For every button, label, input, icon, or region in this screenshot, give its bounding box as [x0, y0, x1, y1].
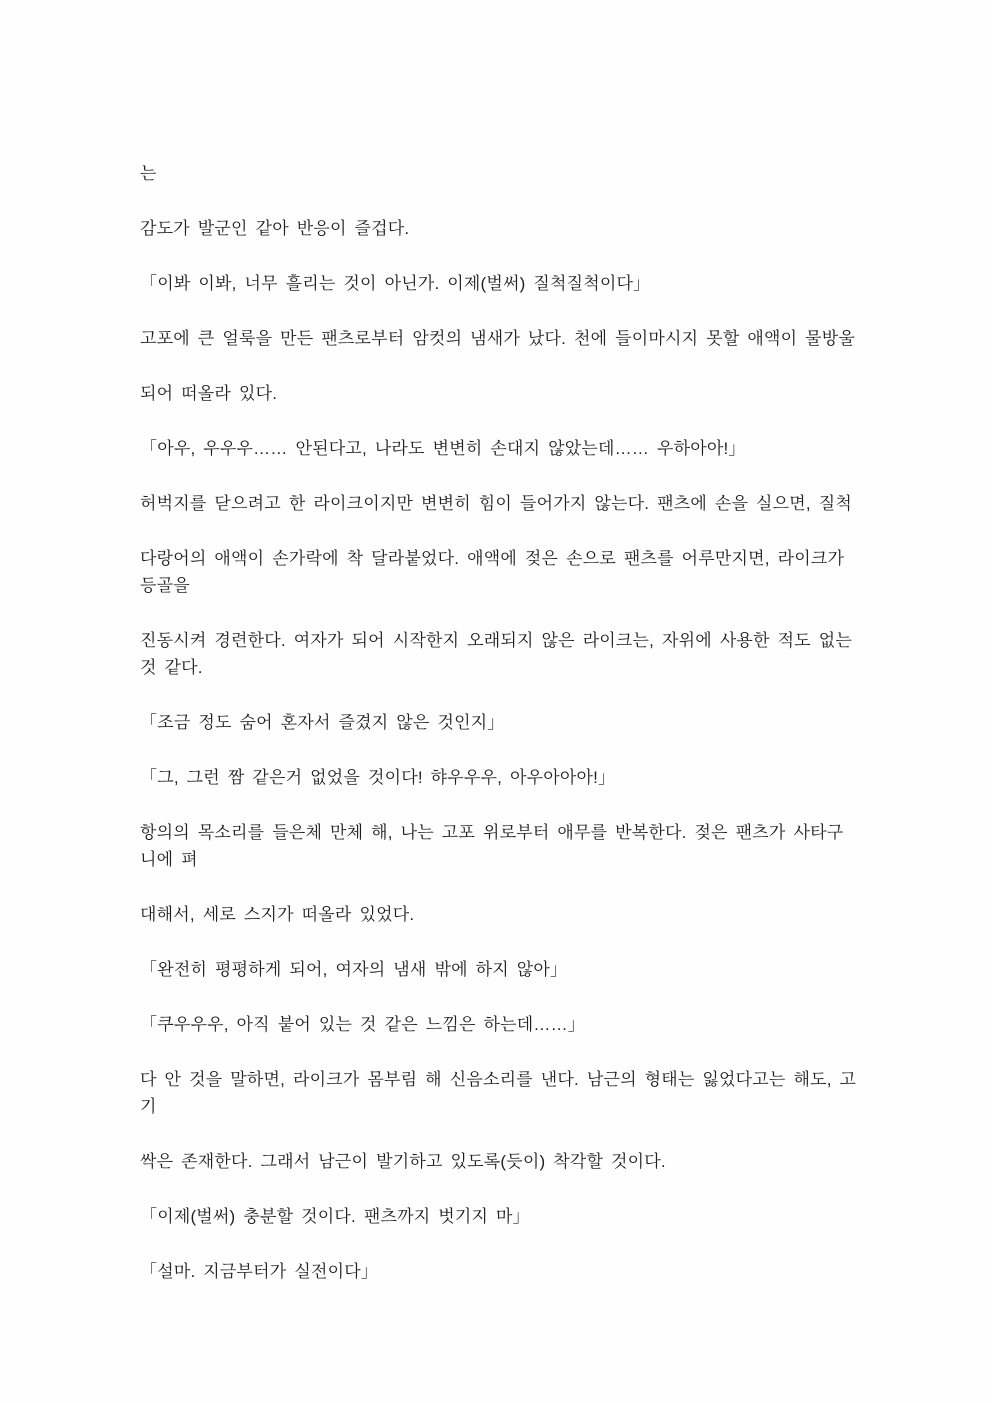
paragraph [140, 270, 868, 297]
paragraph [140, 435, 868, 462]
paragraph [140, 325, 868, 352]
text-line: 대해서, 세로 스지가 떠올라 있었다. [140, 905, 415, 924]
text-line: 허벅지를 닫으려고 한 라이크이지만 변변히 힘이 들어가지 않는다. 팬츠에 손을 실으면, 질척 [140, 494, 853, 513]
paragraph [140, 490, 868, 517]
text-line: 싹은 존재한다. 그래서 남근이 발기하고 있도록(듯이) 착각할 것이다. [140, 1152, 666, 1171]
text-line: 등골을 [140, 576, 190, 595]
paragraph [140, 1148, 868, 1175]
text-line: 「쿠우우우, 아직 붙어 있는 것 같은 느낌은 하는데……」 [140, 1015, 586, 1034]
document-content [140, 160, 868, 1313]
paragraph [140, 764, 868, 791]
paragraph [140, 215, 868, 242]
paragraph [140, 709, 868, 736]
text-line: 진동시켜 경련한다. 여자가 되어 시작한지 오래되지 않은 라이크는, 자위에 사용한 적도 없는 [140, 631, 853, 650]
paragraph [140, 956, 868, 983]
text-line: 다랑어의 애액이 손가락에 착 달라붙었다. 애액에 젖은 손으로 팬츠를 어루만지면, 라이크가 [140, 549, 845, 568]
paragraph [140, 160, 868, 187]
paragraph [140, 545, 868, 599]
paragraph [140, 380, 868, 407]
paragraph [140, 901, 868, 928]
paragraph [140, 1011, 868, 1038]
text-line: 「아우, 우우우…… 안된다고, 나라도 변변히 손대지 않았는데…… 우하아아!」 [140, 439, 746, 458]
text-line: 「그, 그런 짬 같은거 없었을 것이다! 햐우우우, 아우아아아!」 [140, 768, 616, 787]
paragraph [140, 819, 868, 873]
text-line: 항의의 목소리를 들은체 만체 해, 나는 고포 위로부터 애무를 반복한다. 젖은 팬츠가 사타구 [140, 823, 844, 842]
text-line: 고포에 큰 얼룩을 만든 팬츠로부터 암컷의 냄새가 났다. 천에 들이마시지 못할 애액이 물방울 [140, 329, 856, 348]
text-line: 니에 펴 [140, 850, 198, 869]
text-line: 「이봐 이봐, 너무 흘리는 것이 아닌가. 이제(벌써) 질척질척이다」 [140, 274, 651, 293]
text-line: 다 안 것을 말하면, 라이크가 몸부림 해 신음소리를 낸다. 남근의 형태는 잃었다고는 해도, 고 [140, 1070, 857, 1089]
paragraph [140, 1203, 868, 1230]
text-line: 「이제(벌써) 충분할 것이다. 팬츠까지 벗기지 마」 [140, 1207, 530, 1226]
paragraph [140, 627, 868, 681]
text-line: 「조금 정도 숨어 혼자서 즐겼지 않은 것인지」 [140, 713, 505, 732]
text-line: 는 [140, 164, 157, 183]
text-line: 「설마. 지금부터가 실전이다」 [140, 1262, 379, 1281]
text-line: 기 [140, 1097, 157, 1116]
text-line: 「완전히 평평하게 되어, 여자의 냄새 밖에 하지 않아」 [140, 960, 568, 979]
text-line: 되어 떠올라 있다. [140, 384, 278, 403]
paragraph [140, 1258, 868, 1285]
text-line: 것 같다. [140, 658, 203, 677]
text-line: 감도가 발군인 같아 반응이 즐겁다. [140, 219, 410, 238]
paragraph [140, 1066, 868, 1120]
